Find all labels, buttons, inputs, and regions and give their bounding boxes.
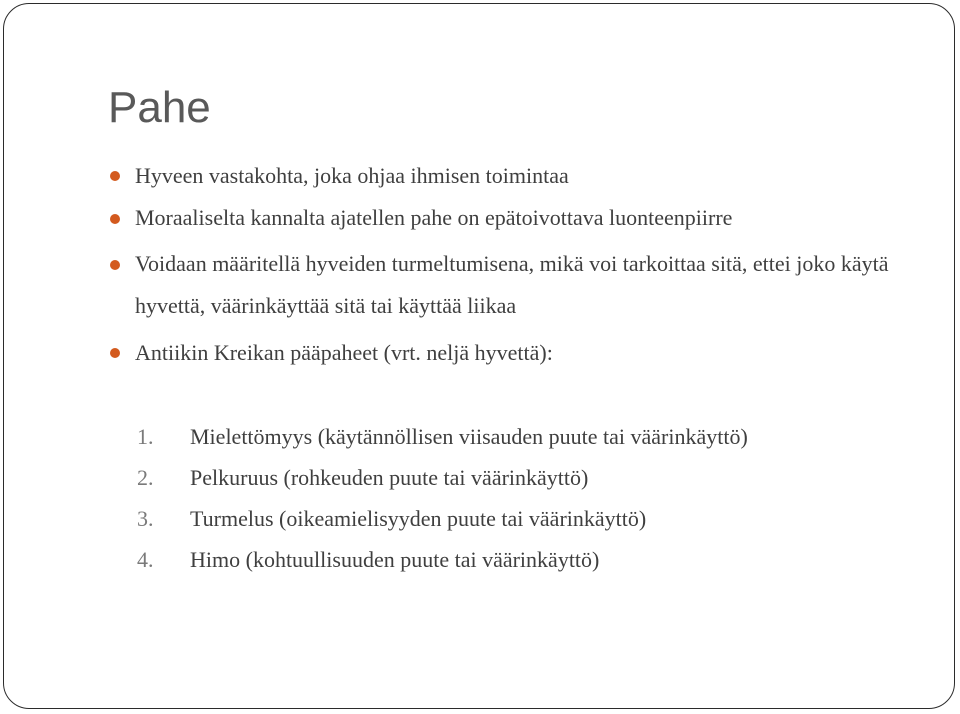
bullet-item	[108, 154, 908, 197]
item-number: 4.	[137, 547, 154, 572]
item-text: Himo (kohtuullisuuden puute tai väärinkäyttö)	[190, 547, 600, 572]
bullet-dot-icon	[110, 171, 120, 181]
bullet-text: Moraaliselta kannalta ajatellen pahe on epätoivottava luonteenpiirre	[135, 205, 733, 230]
bullet-item	[108, 331, 908, 374]
bullet-item	[108, 243, 908, 327]
bullet-text: Antiikin Kreikan pääpaheet (vrt. neljä hyvettä):	[135, 340, 553, 365]
numbered-item	[137, 539, 917, 580]
item-text: Mielettömyys (käytännöllisen viisauden puute tai väärinkäyttö)	[190, 424, 748, 449]
numbered-list	[137, 416, 917, 580]
slide-frame	[3, 3, 955, 709]
numbered-item	[137, 457, 917, 498]
bullet-list	[108, 154, 908, 374]
bullet-dot-icon	[110, 260, 120, 270]
bullet-dot-icon	[110, 348, 120, 358]
bullet-text: Hyveen vastakohta, joka ohjaa ihmisen toimintaa	[135, 163, 569, 188]
numbered-item	[137, 498, 917, 539]
item-number: 1.	[137, 424, 154, 449]
item-number: 3.	[137, 506, 154, 531]
bullet-text: Voidaan määritellä hyveiden turmeltumisena, mikä voi tarkoittaa sitä, ettei joko käytä hyvettä, väärinkäyttää sitä tai käyttää liikaa	[135, 251, 889, 318]
item-text: Turmelus (oikeamielisyyden puute tai väärinkäyttö)	[190, 506, 647, 531]
item-text: Pelkuruus (rohkeuden puute tai väärinkäyttö)	[190, 465, 589, 490]
numbered-item	[137, 416, 917, 457]
item-number: 2.	[137, 465, 154, 490]
slide-title: Pahe	[108, 83, 211, 132]
bullet-dot-icon	[110, 214, 120, 224]
bullet-item	[108, 197, 908, 239]
